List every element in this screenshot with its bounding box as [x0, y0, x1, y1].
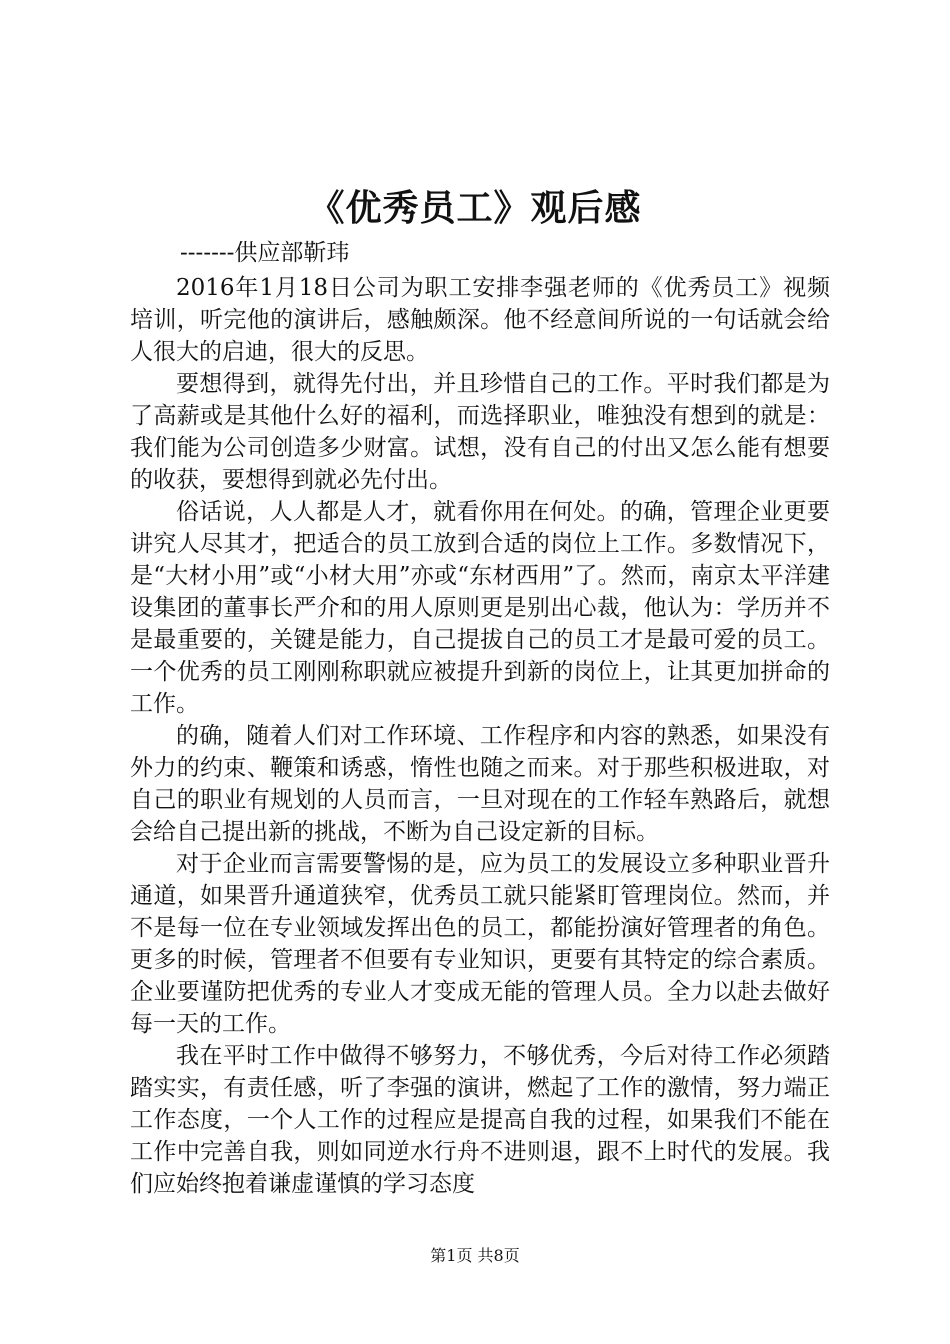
- paragraph-4: 的确，随着人们对工作环境、工作程序和内容的熟悉，如果没有外力的约束、鞭策和诱惑，惰性也随之而来。对于那些积极进取，对自己的职业有规划的人员而言，一旦对现在的工作轻车熟路后，就想会给自己提出新的挑战，不断为自己设定新的目标。: [130, 723, 830, 845]
- paragraph-5: 对于企业而言需要警惕的是，应为员工的发展设立多种职业晋升通道，如果晋升通道狭窄，优秀员工就只能紧盯管理岗位。然而，并不是每一位在专业领域发挥出色的员工，都能扮演好管理者的角色。更多的时候，管理者不但要有专业知识，更要有其特定的综合素质。企业要谨防把优秀的专业人才变成无能的管理人员。全力以赴去做好每一天的工作。: [130, 851, 830, 1037]
- paragraph-1: 2016年1月18日公司为职工安排李强老师的《优秀员工》视频培训，听完他的演讲后，感触颇深。他不经意间所说的一句话就会给人很大的启迪，很大的反思。: [130, 275, 830, 365]
- document-title: 《优秀员工》观后感: [308, 187, 642, 229]
- author-line: -------供应部靳玮: [180, 240, 350, 266]
- paragraph-3: 俗话说，人人都是人才，就看你用在何处。的确，管理企业更要讲究人尽其才，把适合的员工放到合适的岗位上工作。多数情况下，是“大材小用”或“小材大用”亦或“东材西用”了。然而，南京太平洋建设集团的董事长严介和的用人原则更是别出心裁，他认为：学历并不是最重要的，关键是能力，自己提拔自己的员工才是最可爱的员工。一个优秀的员工刚刚称职就应被提升到新的岗位上，让其更加拼命的工作。: [130, 499, 830, 717]
- paragraph-2: 要想得到，就得先付出，并且珍惜自己的工作。平时我们都是为了高薪或是其他什么好的福利，而选择职业，唯独没有想到的就是：我们能为公司创造多少财富。试想，没有自己的付出又怎么能有想要的收获，要想得到就必先付出。: [130, 371, 830, 493]
- paragraph-6: 我在平时工作中做得不够努力，不够优秀，今后对待工作必须踏踏实实，有责任感，听了李强的演讲，燃起了工作的激情，努力端正工作态度，一个人工作的过程应是提高自我的过程，如果我们不能在工作中完善自我，则如同逆水行舟不进则退，跟不上时代的发展。我们应始终抱着谦虚谨慎的学习态度: [130, 1043, 830, 1197]
- document-body: [130, 272, 830, 1200]
- page-footer: 第1页 共8页: [430, 1246, 520, 1265]
